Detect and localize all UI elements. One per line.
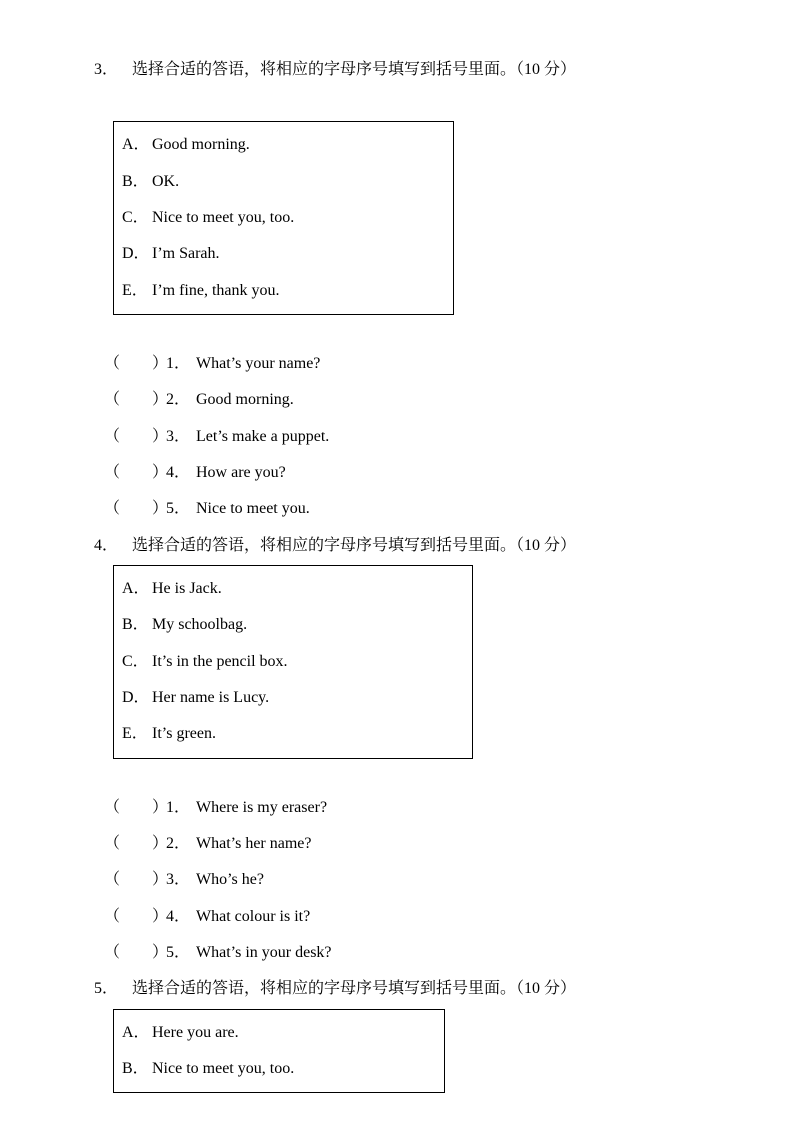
answer-blank-close: ） xyxy=(152,464,169,481)
question-text: What colour is it? xyxy=(196,908,311,925)
option-letter: A． xyxy=(122,580,150,597)
section-instruction: 选择合适的答语，将相应的字母序号填写到括号里面。（10 分） xyxy=(132,537,577,554)
option-text: OK. xyxy=(152,173,180,190)
answer-blank-close: ） xyxy=(152,391,169,408)
section-heading xyxy=(94,532,576,555)
question-row[interactable] xyxy=(104,386,294,409)
options-box xyxy=(113,565,473,759)
option-a xyxy=(122,575,222,598)
option-e xyxy=(122,720,216,743)
question-row[interactable] xyxy=(104,423,329,446)
option-text: My schoolbag. xyxy=(152,616,248,633)
answer-blank-close: ） xyxy=(152,500,169,517)
answer-blank-open: （ xyxy=(104,944,121,961)
option-text: Here you are. xyxy=(152,1024,239,1041)
option-a xyxy=(122,1019,239,1042)
answer-blank-open: （ xyxy=(104,871,121,888)
answer-blank-close: ） xyxy=(152,944,169,961)
option-text: Good morning. xyxy=(152,136,250,153)
question-text: How are you? xyxy=(196,464,286,481)
section-instruction: 选择合适的答语，将相应的字母序号填写到括号里面。（10 分） xyxy=(132,61,577,78)
answer-blank-open: （ xyxy=(104,391,121,408)
question-text: Let’s make a puppet. xyxy=(196,428,330,445)
answer-blank-open: （ xyxy=(104,908,121,925)
option-letter: A． xyxy=(122,136,150,153)
question-number: 1． xyxy=(166,799,191,816)
question-number: 5． xyxy=(166,944,191,961)
section-heading xyxy=(94,56,576,79)
option-text: It’s in the pencil box. xyxy=(152,653,288,670)
question-row[interactable] xyxy=(104,866,264,889)
answer-blank-close: ） xyxy=(152,355,169,372)
question-number: 2． xyxy=(166,835,191,852)
answer-blank-close: ） xyxy=(152,428,169,445)
question-number: 4． xyxy=(166,464,191,481)
question-row[interactable] xyxy=(104,350,320,373)
question-text: Who’s he? xyxy=(196,871,264,888)
question-row[interactable] xyxy=(104,794,327,817)
question-text: What’s in your desk? xyxy=(196,944,332,961)
answer-blank-close: ） xyxy=(152,799,169,816)
option-text: It’s green. xyxy=(152,725,216,742)
option-letter: B． xyxy=(122,616,149,633)
section-number: 3． xyxy=(94,61,119,78)
option-e xyxy=(122,277,280,300)
options-box xyxy=(113,121,454,315)
answer-blank-open: （ xyxy=(104,428,121,445)
question-row[interactable] xyxy=(104,939,332,962)
question-number: 3． xyxy=(166,428,191,445)
option-text: Her name is Lucy. xyxy=(152,689,270,706)
section-instruction: 选择合适的答语，将相应的字母序号填写到括号里面。（10 分） xyxy=(132,980,577,997)
option-d xyxy=(122,684,269,707)
option-b xyxy=(122,168,179,191)
question-text: What’s her name? xyxy=(196,835,312,852)
answer-blank-open: （ xyxy=(104,355,121,372)
option-letter: B． xyxy=(122,1060,149,1077)
question-row[interactable] xyxy=(104,459,286,482)
option-letter: E． xyxy=(122,282,148,299)
question-text: Nice to meet you. xyxy=(196,500,310,517)
option-b xyxy=(122,1055,294,1078)
option-text: Nice to meet you, too. xyxy=(152,1060,295,1077)
option-a xyxy=(122,131,250,154)
question-row[interactable] xyxy=(104,903,310,926)
option-letter: D． xyxy=(122,689,150,706)
question-number: 1． xyxy=(166,355,191,372)
option-letter: C． xyxy=(122,653,149,670)
option-text: I’m Sarah. xyxy=(152,245,220,262)
answer-blank-open: （ xyxy=(104,500,121,517)
option-letter: B． xyxy=(122,173,149,190)
question-text: Where is my eraser? xyxy=(196,799,328,816)
question-row[interactable] xyxy=(104,830,312,853)
question-number: 3． xyxy=(166,871,191,888)
option-text: He is Jack. xyxy=(152,580,222,597)
question-text: What’s your name? xyxy=(196,355,321,372)
question-number: 4． xyxy=(166,908,191,925)
answer-blank-close: ） xyxy=(152,835,169,852)
answer-blank-open: （ xyxy=(104,464,121,481)
option-b xyxy=(122,611,247,634)
answer-blank-open: （ xyxy=(104,799,121,816)
option-letter: D． xyxy=(122,245,150,262)
option-letter: A． xyxy=(122,1024,150,1041)
section-heading xyxy=(94,975,576,998)
question-number: 5． xyxy=(166,500,191,517)
option-text: I’m fine, thank you. xyxy=(152,282,280,299)
section-number: 4． xyxy=(94,537,119,554)
answer-blank-close: ） xyxy=(152,871,169,888)
answer-blank-open: （ xyxy=(104,835,121,852)
options-box xyxy=(113,1009,445,1093)
question-row[interactable] xyxy=(104,495,310,518)
option-c xyxy=(122,204,294,227)
question-text: Good morning. xyxy=(196,391,294,408)
section-number: 5． xyxy=(94,980,119,997)
option-letter: E． xyxy=(122,725,148,742)
option-letter: C． xyxy=(122,209,149,226)
question-number: 2． xyxy=(166,391,191,408)
answer-blank-close: ） xyxy=(152,908,169,925)
option-d xyxy=(122,240,220,263)
option-c xyxy=(122,648,288,671)
option-text: Nice to meet you, too. xyxy=(152,209,295,226)
